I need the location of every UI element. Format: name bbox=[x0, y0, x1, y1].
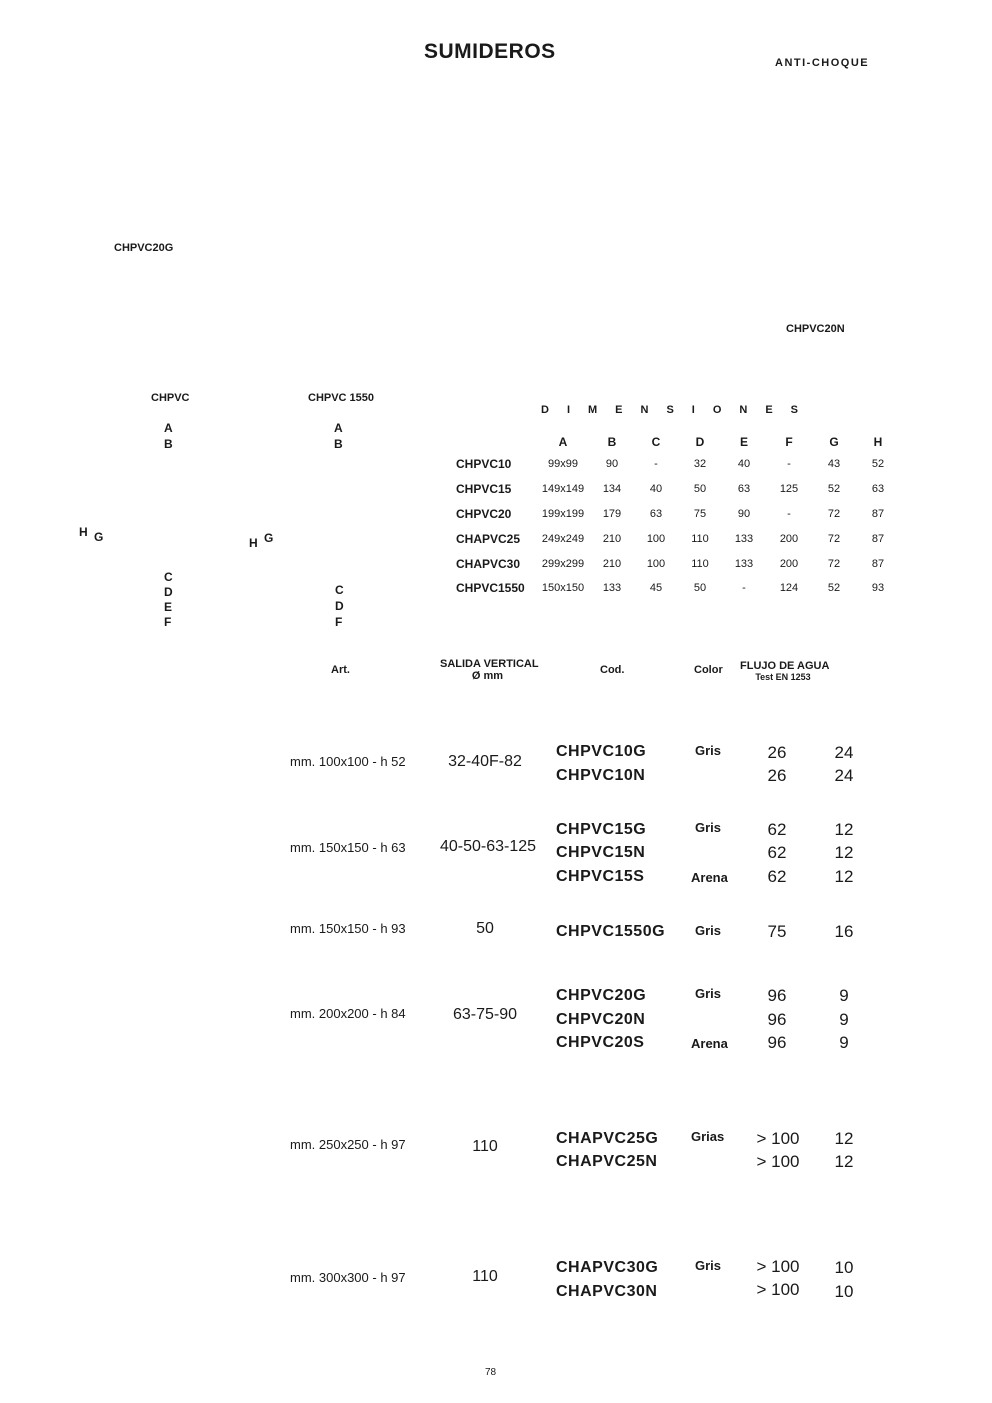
product-art: mm. 100x100 - h 52 bbox=[290, 754, 406, 769]
product-art: mm. 250x250 - h 97 bbox=[290, 1137, 406, 1152]
product-qty: 24 bbox=[834, 743, 854, 762]
dim-col-g: G bbox=[829, 435, 839, 449]
product-flujo: 62 bbox=[767, 843, 787, 862]
dim-value: - bbox=[787, 507, 791, 520]
dim-value: 87 bbox=[871, 507, 885, 520]
product-flujo: 75 bbox=[767, 922, 787, 941]
product-salida: 110 bbox=[472, 1268, 498, 1285]
dim-value: 40 bbox=[649, 483, 663, 496]
product-art: mm. 200x200 - h 84 bbox=[290, 1006, 406, 1021]
product-flujo: 62 bbox=[767, 820, 787, 839]
dim-value: 43 bbox=[827, 458, 841, 471]
dim-value: 125 bbox=[779, 483, 799, 496]
dim-value: 87 bbox=[871, 557, 885, 570]
product-qty: 16 bbox=[834, 922, 854, 941]
product-code: CHPVC20N bbox=[556, 1011, 646, 1028]
header-color: Color bbox=[694, 664, 723, 676]
dim-value: 40 bbox=[737, 458, 751, 471]
dim-value: 63 bbox=[737, 483, 751, 496]
figure-label-chpvc20g: CHPVC20G bbox=[114, 242, 174, 254]
product-qty: 9 bbox=[839, 1033, 849, 1052]
dimensions-table bbox=[456, 432, 900, 601]
dim-value: 72 bbox=[827, 557, 841, 570]
product-qty: 24 bbox=[834, 766, 854, 785]
dim-value: 210 bbox=[602, 532, 622, 545]
dim-value: 199x199 bbox=[541, 507, 585, 520]
product-flujo: > 100 bbox=[756, 1129, 800, 1148]
product-code: CHPVC15N bbox=[556, 844, 646, 861]
diagram-right-label-d: D bbox=[335, 599, 344, 613]
product-code: CHPVC20S bbox=[556, 1034, 645, 1051]
dim-value: - bbox=[787, 458, 791, 471]
diagram-right-label-f: F bbox=[335, 615, 343, 629]
dim-col-b: B bbox=[607, 435, 617, 449]
header-salida bbox=[440, 658, 539, 682]
dim-value: 124 bbox=[779, 582, 799, 595]
product-color: Gris bbox=[695, 923, 722, 938]
header-flujo-line2: Test EN 1253 bbox=[755, 672, 811, 682]
product-flujo: > 100 bbox=[756, 1280, 800, 1299]
dimensions-title: DIMENSIONES bbox=[541, 404, 817, 416]
diagram-right-label-b: B bbox=[334, 437, 343, 451]
product-color: Gris bbox=[695, 743, 722, 758]
product-qty: 10 bbox=[834, 1258, 854, 1277]
dim-value: 50 bbox=[693, 582, 707, 595]
header-art: Art. bbox=[331, 664, 350, 676]
diagram-right-name: CHPVC 1550 bbox=[308, 392, 375, 404]
product-color: Arena bbox=[691, 1036, 728, 1051]
product-qty: 12 bbox=[834, 1152, 854, 1171]
dim-code: CHPVC15 bbox=[456, 482, 512, 497]
dim-value: 299x299 bbox=[541, 557, 585, 570]
diagram-left-label-b: B bbox=[164, 437, 173, 451]
dim-value: 52 bbox=[827, 582, 841, 595]
product-qty: 12 bbox=[834, 820, 854, 839]
product-flujo: 62 bbox=[767, 867, 787, 886]
dim-code: CHAPVC25 bbox=[456, 531, 521, 546]
dim-value: 32 bbox=[693, 458, 707, 471]
header-salida-line1: SALIDA VERTICAL bbox=[440, 658, 539, 670]
dim-value: 150x150 bbox=[541, 582, 585, 595]
product-flujo: 26 bbox=[767, 743, 787, 762]
product-salida: 63-75-90 bbox=[452, 1006, 518, 1023]
product-art: mm. 150x150 - h 93 bbox=[290, 921, 406, 936]
dim-value: 149x149 bbox=[541, 483, 585, 496]
dim-col-c: C bbox=[651, 435, 661, 449]
page-number: 78 bbox=[485, 1367, 497, 1378]
dim-value: - bbox=[742, 582, 746, 595]
dim-value: 100 bbox=[646, 557, 666, 570]
product-art: mm. 150x150 - h 63 bbox=[290, 840, 406, 855]
product-flujo: 96 bbox=[767, 1010, 787, 1029]
dim-col-h: H bbox=[873, 435, 883, 449]
product-qty: 12 bbox=[834, 1129, 854, 1148]
dim-code: CHAPVC30 bbox=[456, 556, 521, 571]
product-flujo: 96 bbox=[767, 1033, 787, 1052]
product-art: mm. 300x300 - h 97 bbox=[290, 1270, 406, 1285]
dim-code: CHPVC1550 bbox=[456, 581, 525, 596]
table-row bbox=[456, 551, 900, 576]
dim-value: 110 bbox=[691, 557, 709, 570]
dim-value: 200 bbox=[779, 532, 799, 545]
product-code: CHPVC1550G bbox=[556, 923, 666, 940]
dim-col-a: A bbox=[558, 435, 568, 449]
dim-value: - bbox=[654, 458, 658, 471]
diagram-right-label-a: A bbox=[334, 421, 343, 435]
header-cod: Cod. bbox=[600, 664, 625, 676]
dim-value: 210 bbox=[602, 557, 622, 570]
dim-value: 249x249 bbox=[541, 532, 585, 545]
dim-value: 90 bbox=[605, 458, 619, 471]
product-salida: 32-40F-82 bbox=[448, 753, 522, 770]
product-code: CHPVC15S bbox=[556, 868, 645, 885]
product-code: CHAPVC30N bbox=[556, 1283, 658, 1300]
product-color: Arena bbox=[691, 870, 728, 885]
page-title: SUMIDEROS bbox=[424, 40, 556, 63]
dim-code: CHPVC20 bbox=[456, 506, 512, 521]
diagram-left-label-d: D bbox=[164, 585, 173, 599]
product-code: CHAPVC25G bbox=[556, 1130, 659, 1147]
dim-value: 52 bbox=[871, 458, 885, 471]
dim-value: 133 bbox=[734, 532, 754, 545]
product-qty: 10 bbox=[834, 1282, 854, 1301]
product-flujo: > 100 bbox=[756, 1257, 800, 1276]
dim-value: 72 bbox=[827, 507, 841, 520]
product-salida: 40-50-63-125 bbox=[440, 838, 537, 855]
table-row bbox=[456, 576, 900, 601]
product-qty: 12 bbox=[834, 867, 854, 886]
product-code: CHAPVC25N bbox=[556, 1153, 658, 1170]
dim-value: 110 bbox=[691, 532, 709, 545]
dim-value: 75 bbox=[693, 507, 707, 520]
dim-col-e: E bbox=[739, 435, 748, 449]
product-color: Gris bbox=[695, 820, 722, 835]
table-row bbox=[456, 526, 900, 551]
header-salida-line2: Ø mm bbox=[471, 670, 504, 682]
dim-col-f: F bbox=[785, 435, 793, 449]
diagram-left-label-c: C bbox=[164, 570, 173, 584]
product-color: Gris bbox=[695, 986, 722, 1001]
product-color: Grias bbox=[691, 1129, 725, 1144]
table-row bbox=[456, 502, 900, 527]
dim-code: CHPVC10 bbox=[456, 457, 512, 472]
dim-value: 93 bbox=[871, 582, 885, 595]
dim-value: 133 bbox=[734, 557, 754, 570]
dim-value: 63 bbox=[871, 483, 885, 496]
diagram-right-label-h: H bbox=[249, 536, 258, 550]
dim-value: 87 bbox=[871, 532, 885, 545]
diagram-left-label-h: H bbox=[79, 525, 88, 539]
table-row bbox=[456, 477, 900, 502]
dim-col-d: D bbox=[695, 435, 705, 449]
diagram-left-label-e: E bbox=[164, 600, 173, 614]
product-flujo: 96 bbox=[767, 986, 787, 1005]
dim-value: 100 bbox=[646, 532, 666, 545]
product-qty: 9 bbox=[839, 986, 849, 1005]
product-code: CHPVC15G bbox=[556, 821, 647, 838]
diagram-left-name: CHPVC bbox=[151, 392, 190, 404]
product-code: CHPVC10G bbox=[556, 743, 647, 760]
product-qty: 12 bbox=[834, 843, 854, 862]
dim-value: 133 bbox=[602, 582, 622, 595]
dim-value: 179 bbox=[602, 507, 622, 520]
header-flujo bbox=[740, 660, 830, 682]
product-salida: 110 bbox=[472, 1138, 498, 1155]
table-row bbox=[456, 452, 900, 477]
diagram-left-label-f: F bbox=[164, 615, 172, 629]
figure-label-chpvc20n: CHPVC20N bbox=[786, 323, 845, 335]
header-flujo-line1: FLUJO DE AGUA bbox=[740, 660, 830, 672]
product-qty: 9 bbox=[839, 1010, 849, 1029]
dim-value: 99x99 bbox=[548, 458, 578, 471]
dim-value: 50 bbox=[693, 483, 707, 496]
dim-value: 45 bbox=[649, 582, 663, 595]
product-code: CHPVC20G bbox=[556, 987, 647, 1004]
dim-value: 52 bbox=[827, 483, 841, 496]
product-flujo: > 100 bbox=[756, 1152, 800, 1171]
product-salida: 50 bbox=[476, 920, 494, 937]
product-code: CHAPVC30G bbox=[556, 1259, 659, 1276]
dim-value: 134 bbox=[602, 483, 622, 496]
dim-value: 72 bbox=[827, 532, 841, 545]
dim-value: 90 bbox=[737, 507, 751, 520]
product-code: CHPVC10N bbox=[556, 767, 646, 784]
diagram-left-label-a: A bbox=[164, 421, 173, 435]
dim-value: 200 bbox=[779, 557, 799, 570]
diagram-left-label-g: G bbox=[94, 530, 104, 544]
product-flujo: 26 bbox=[767, 766, 787, 785]
diagram-right-label-c: C bbox=[335, 583, 344, 597]
diagram-right-label-g: G bbox=[264, 531, 274, 545]
page-subtitle: ANTI-CHOQUE bbox=[775, 57, 870, 69]
product-color: Gris bbox=[695, 1258, 722, 1273]
dim-value: 63 bbox=[649, 507, 663, 520]
